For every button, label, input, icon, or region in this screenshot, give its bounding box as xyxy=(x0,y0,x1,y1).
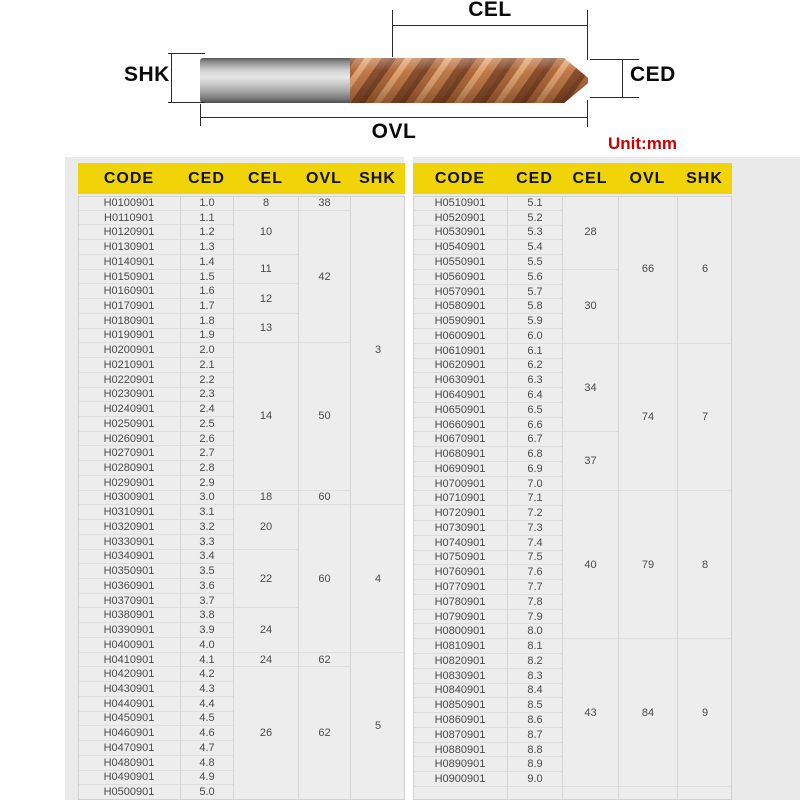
cell-ced: 4.9 xyxy=(180,771,233,786)
cell-code: H0590901 xyxy=(413,314,507,329)
cell-code: H0660901 xyxy=(413,418,507,433)
cell-code: H0190901 xyxy=(78,329,180,344)
cell-code: H0370901 xyxy=(78,594,180,609)
cell-ced: 3.0 xyxy=(180,491,233,506)
cell-shk: 4 xyxy=(350,505,405,652)
cell-ced: 2.2 xyxy=(180,373,233,388)
cell-ced: 3.2 xyxy=(180,520,233,535)
cell-ovl: 84 xyxy=(618,639,677,787)
cell-ced: 3.3 xyxy=(180,535,233,550)
cell-ced: 8.4 xyxy=(507,684,562,699)
cell-code: H0310901 xyxy=(78,505,180,520)
cell-code: H0100901 xyxy=(78,196,180,211)
cell-code: H0180901 xyxy=(78,314,180,329)
cell-ovl: 60 xyxy=(298,505,350,652)
shk-dimension-line xyxy=(171,53,172,103)
header-ced: CED xyxy=(188,169,225,187)
cell-ced: 1.3 xyxy=(180,240,233,255)
cell-code: H0600901 xyxy=(413,329,507,344)
cell-shk: 8 xyxy=(677,491,732,639)
cell-ced: 3.5 xyxy=(180,564,233,579)
cell-cel: 40 xyxy=(562,491,618,639)
drill-diagram xyxy=(0,0,800,157)
cell-ced: 7.1 xyxy=(507,491,562,506)
cell-code: H0690901 xyxy=(413,462,507,477)
cell-ced: 4.1 xyxy=(180,653,233,668)
cell-code: H0330901 xyxy=(78,535,180,550)
cell-ced: 2.1 xyxy=(180,358,233,373)
cell-code: H0820901 xyxy=(413,654,507,669)
cell-code: H0140901 xyxy=(78,255,180,270)
cell-ced: 6.3 xyxy=(507,373,562,388)
cell-code: H0390901 xyxy=(78,623,180,638)
cell-cel: 20 xyxy=(233,505,298,549)
cell-ced: 5.1 xyxy=(507,196,562,211)
cell-cel: 34 xyxy=(562,344,618,433)
table-header-row xyxy=(413,163,732,194)
cell-ced: 3.7 xyxy=(180,594,233,609)
cell-ced: 6.1 xyxy=(507,344,562,359)
cell-cel: 24 xyxy=(233,608,298,652)
cell-ced: 2.4 xyxy=(180,402,233,417)
cell-ced: 8.7 xyxy=(507,728,562,743)
table-gap xyxy=(404,157,413,800)
drill-shank xyxy=(200,58,353,103)
cell-cel: 43 xyxy=(562,639,618,787)
cell-code: H0470901 xyxy=(78,741,180,756)
filler-cell xyxy=(618,787,677,800)
filler-cell xyxy=(507,787,562,800)
cell-code: H0530901 xyxy=(413,226,507,241)
cell-ovl: 42 xyxy=(298,211,350,344)
cell-code: H0540901 xyxy=(413,240,507,255)
shk-tick-top xyxy=(168,53,205,54)
cell-code: H0610901 xyxy=(413,344,507,359)
cell-code: H0290901 xyxy=(78,476,180,491)
cell-ced: 4.0 xyxy=(180,638,233,653)
cell-code: H0240901 xyxy=(78,402,180,417)
cell-code: H0410901 xyxy=(78,653,180,668)
cell-ced: 3.4 xyxy=(180,550,233,565)
cell-ced: 8.8 xyxy=(507,743,562,758)
cell-code: H0160901 xyxy=(78,284,180,299)
cell-code: H0880901 xyxy=(413,743,507,758)
filler-cell xyxy=(413,787,507,800)
cell-code: H0780901 xyxy=(413,595,507,610)
cell-code: H0130901 xyxy=(78,240,180,255)
cell-code: H0860901 xyxy=(413,713,507,728)
cell-ced: 2.7 xyxy=(180,446,233,461)
cell-code: H0800901 xyxy=(413,624,507,639)
cell-ced: 1.5 xyxy=(180,270,233,285)
cell-code: H0250901 xyxy=(78,417,180,432)
cell-ced: 4.3 xyxy=(180,682,233,697)
spec-table-right xyxy=(413,163,732,800)
cell-ced: 4.6 xyxy=(180,726,233,741)
cell-code: H0700901 xyxy=(413,477,507,492)
cell-ced: 1.9 xyxy=(180,329,233,344)
cell-ced: 9.0 xyxy=(507,772,562,787)
cell-code: H0340901 xyxy=(78,550,180,565)
cell-ced: 7.6 xyxy=(507,565,562,580)
cell-code: H0870901 xyxy=(413,728,507,743)
cell-ced: 1.4 xyxy=(180,255,233,270)
unit-label: Unit:mm xyxy=(608,134,677,153)
cell-code: H0480901 xyxy=(78,756,180,771)
cell-code: H0760901 xyxy=(413,565,507,580)
shk-tick-bottom xyxy=(168,102,205,103)
cell-code: H0730901 xyxy=(413,521,507,536)
cell-ced: 2.9 xyxy=(180,476,233,491)
cell-cel: 30 xyxy=(562,270,618,344)
cell-ced: 5.6 xyxy=(507,270,562,285)
cell-code: H0170901 xyxy=(78,299,180,314)
cell-cel: 10 xyxy=(233,211,298,255)
cell-cel: 26 xyxy=(233,667,298,800)
cell-code: H0900901 xyxy=(413,772,507,787)
cell-code: H0770901 xyxy=(413,580,507,595)
cell-cel: 24 xyxy=(233,653,298,668)
header-ovl: OVL xyxy=(306,169,342,187)
cell-ced: 8.6 xyxy=(507,713,562,728)
filler-cell xyxy=(677,787,732,800)
cell-code: H0440901 xyxy=(78,697,180,712)
cell-ced: 2.6 xyxy=(180,432,233,447)
cell-code: H0890901 xyxy=(413,757,507,772)
cell-ced: 6.5 xyxy=(507,403,562,418)
table-body xyxy=(413,196,732,800)
cell-code: H0320901 xyxy=(78,520,180,535)
cell-ced: 3.6 xyxy=(180,579,233,594)
cell-code: H0450901 xyxy=(78,712,180,727)
cell-code: H0400901 xyxy=(78,638,180,653)
cell-ced: 6.6 xyxy=(507,418,562,433)
cell-cel: 22 xyxy=(233,550,298,609)
cell-code: H0740901 xyxy=(413,536,507,551)
cell-ced: 8.5 xyxy=(507,698,562,713)
cell-shk: 3 xyxy=(350,196,405,505)
header-ovl: OVL xyxy=(629,169,666,187)
cell-cel: 13 xyxy=(233,314,298,343)
cell-code: H0830901 xyxy=(413,669,507,684)
cell-ovl: 62 xyxy=(298,667,350,800)
cell-ced: 4.8 xyxy=(180,756,233,771)
cell-code: H0640901 xyxy=(413,388,507,403)
cell-cel: 12 xyxy=(233,284,298,313)
cell-code: H0620901 xyxy=(413,359,507,374)
cell-code: H0350901 xyxy=(78,564,180,579)
cell-code: H0270901 xyxy=(78,446,180,461)
cell-code: H0360901 xyxy=(78,579,180,594)
cell-ced: 1.6 xyxy=(180,284,233,299)
header-cel: CEL xyxy=(248,169,283,187)
cell-ced: 1.7 xyxy=(180,299,233,314)
ced-label: CED xyxy=(630,63,676,86)
cell-cel: 18 xyxy=(233,491,298,506)
cell-ced: 7.4 xyxy=(507,536,562,551)
cell-code: H0580901 xyxy=(413,299,507,314)
cell-ced: 4.7 xyxy=(180,741,233,756)
cell-cel: 14 xyxy=(233,343,298,490)
cell-code: H0840901 xyxy=(413,684,507,699)
cell-code: H0850901 xyxy=(413,698,507,713)
cell-ced: 5.9 xyxy=(507,314,562,329)
spec-table-left xyxy=(78,163,405,800)
cell-shk: 6 xyxy=(677,196,732,344)
cell-code: H0280901 xyxy=(78,461,180,476)
cell-ced: 7.5 xyxy=(507,551,562,566)
cell-code: H0520901 xyxy=(413,211,507,226)
cell-ovl: 79 xyxy=(618,491,677,639)
cell-code: H0750901 xyxy=(413,551,507,566)
cell-ced: 3.1 xyxy=(180,505,233,520)
cel-dimension-line xyxy=(392,25,588,26)
cell-code: H0720901 xyxy=(413,506,507,521)
cell-ced: 5.0 xyxy=(180,785,233,800)
cell-ovl: 74 xyxy=(618,344,677,492)
cell-ovl: 60 xyxy=(298,491,350,506)
cell-ced: 8.3 xyxy=(507,669,562,684)
cell-ced: 8.9 xyxy=(507,757,562,772)
cell-ced: 1.0 xyxy=(180,196,233,211)
cell-code: H0460901 xyxy=(78,726,180,741)
cell-code: H0420901 xyxy=(78,667,180,682)
drill-flutes xyxy=(350,58,588,103)
cell-code: H0210901 xyxy=(78,358,180,373)
cell-ced: 2.8 xyxy=(180,461,233,476)
ced-tick-top xyxy=(590,59,639,60)
cell-ced: 6.2 xyxy=(507,359,562,374)
ovl-label: OVL xyxy=(371,120,417,143)
cell-ced: 8.2 xyxy=(507,654,562,669)
cell-ced: 7.2 xyxy=(507,506,562,521)
header-shk: SHK xyxy=(359,169,396,187)
cell-shk: 9 xyxy=(677,639,732,787)
cell-code: H0110901 xyxy=(78,211,180,226)
cell-code: H0680901 xyxy=(413,447,507,462)
cell-ced: 7.9 xyxy=(507,610,562,625)
cell-ovl: 66 xyxy=(618,196,677,344)
cell-ced: 6.4 xyxy=(507,388,562,403)
cell-ced: 5.2 xyxy=(507,211,562,226)
cell-ced: 2.5 xyxy=(180,417,233,432)
cell-ced: 6.0 xyxy=(507,329,562,344)
ovl-dimension-line xyxy=(200,117,588,118)
cell-ced: 2.0 xyxy=(180,343,233,358)
header-code: CODE xyxy=(103,169,155,187)
cell-code: H0570901 xyxy=(413,285,507,300)
cell-code: H0650901 xyxy=(413,403,507,418)
ced-dimension-line xyxy=(622,59,623,98)
cell-code: H0630901 xyxy=(413,373,507,388)
cell-ced: 6.8 xyxy=(507,447,562,462)
cell-code: H0500901 xyxy=(78,785,180,800)
cell-ced: 5.3 xyxy=(507,226,562,241)
cell-code: H0120901 xyxy=(78,225,180,240)
table-header-row xyxy=(78,163,405,194)
cell-cel: 28 xyxy=(562,196,618,270)
cell-ced: 5.7 xyxy=(507,285,562,300)
cell-ced: 7.7 xyxy=(507,580,562,595)
cell-shk: 7 xyxy=(677,344,732,492)
filler-cell xyxy=(562,787,618,800)
cell-ovl: 38 xyxy=(298,196,350,211)
cell-code: H0430901 xyxy=(78,682,180,697)
header-code: CODE xyxy=(434,169,486,187)
cell-ced: 1.1 xyxy=(180,211,233,226)
cell-ced: 7.3 xyxy=(507,521,562,536)
cell-code: H0670901 xyxy=(413,432,507,447)
cell-code: H0710901 xyxy=(413,491,507,506)
header-ced: CED xyxy=(516,169,553,187)
cell-ced: 4.2 xyxy=(180,667,233,682)
cell-code: H0790901 xyxy=(413,610,507,625)
header-shk: SHK xyxy=(686,169,723,187)
cell-code: H0150901 xyxy=(78,270,180,285)
cell-ced: 4.5 xyxy=(180,712,233,727)
cell-code: H0550901 xyxy=(413,255,507,270)
cell-ced: 7.0 xyxy=(507,477,562,492)
cell-code: H0510901 xyxy=(413,196,507,211)
cell-code: H0560901 xyxy=(413,270,507,285)
cell-code: H0260901 xyxy=(78,432,180,447)
header-cel: CEL xyxy=(572,169,608,187)
cell-ced: 2.3 xyxy=(180,388,233,403)
cell-code: H0230901 xyxy=(78,388,180,403)
cell-ced: 1.2 xyxy=(180,225,233,240)
shk-label: SHK xyxy=(124,63,170,86)
cell-ced: 3.9 xyxy=(180,623,233,638)
cell-ced: 6.7 xyxy=(507,432,562,447)
cell-code: H0380901 xyxy=(78,608,180,623)
cell-code: H0200901 xyxy=(78,343,180,358)
cell-code: H0300901 xyxy=(78,491,180,506)
cell-ced: 5.4 xyxy=(507,240,562,255)
cell-ovl: 50 xyxy=(298,343,350,490)
table-body xyxy=(78,196,405,800)
cell-ced: 8.1 xyxy=(507,639,562,654)
cell-ced: 7.8 xyxy=(507,595,562,610)
cell-ced: 4.4 xyxy=(180,697,233,712)
cell-ced: 1.8 xyxy=(180,314,233,329)
cell-code: H0490901 xyxy=(78,771,180,786)
cell-cel: 11 xyxy=(233,255,298,284)
cell-code: H0810901 xyxy=(413,639,507,654)
cell-ced: 5.8 xyxy=(507,299,562,314)
ced-tick-bottom xyxy=(590,97,639,98)
cell-code: H0220901 xyxy=(78,373,180,388)
cell-ced: 5.5 xyxy=(507,255,562,270)
cell-ovl: 62 xyxy=(298,653,350,668)
cell-ced: 6.9 xyxy=(507,462,562,477)
cell-cel: 37 xyxy=(562,432,618,491)
cel-label: CEL xyxy=(468,0,512,21)
cell-ced: 8.0 xyxy=(507,624,562,639)
cell-ced: 3.8 xyxy=(180,608,233,623)
cell-cel: 8 xyxy=(233,196,298,211)
cell-shk: 5 xyxy=(350,653,405,800)
